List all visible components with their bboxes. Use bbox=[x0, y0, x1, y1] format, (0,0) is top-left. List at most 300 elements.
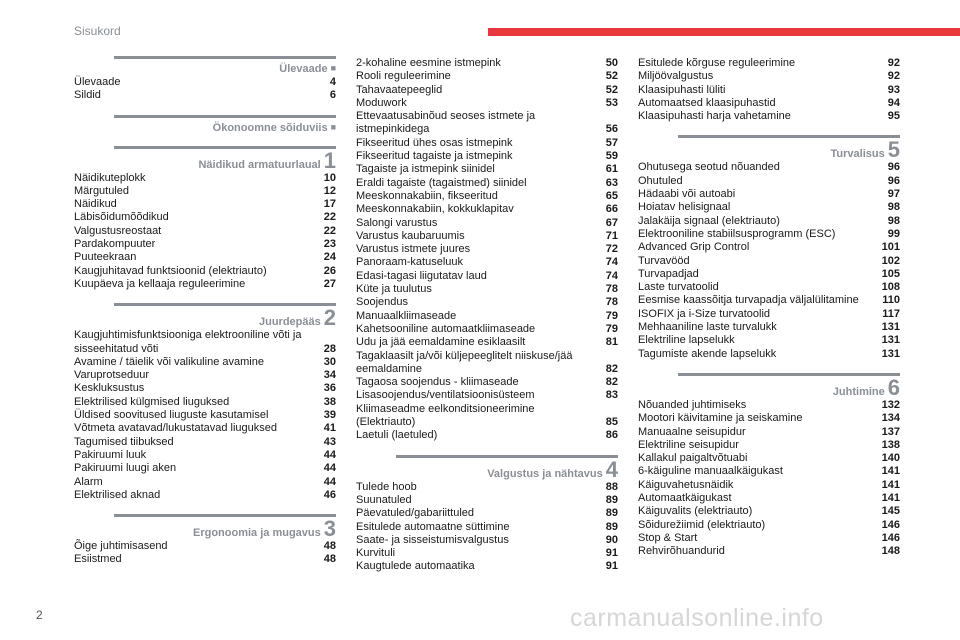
toc-entry-title: Manuaalne seisupidur bbox=[638, 425, 746, 438]
toc-entry-title: Automaatkäigukast bbox=[638, 492, 732, 505]
toc-entry-title: Stop & Start bbox=[638, 531, 698, 544]
toc-entry-title: Kaugjuhitavad funktsioonid (elektriauto) bbox=[74, 264, 267, 277]
toc-entry[interactable] bbox=[638, 294, 900, 307]
toc-entry-title: Näidikuteplokk bbox=[74, 171, 146, 184]
toc-entry[interactable] bbox=[356, 203, 618, 216]
toc-entry-title: Pardakompuuter bbox=[74, 238, 156, 251]
section-header bbox=[74, 514, 336, 542]
toc-entry-page: 102 bbox=[881, 254, 900, 267]
toc-entry[interactable] bbox=[638, 57, 900, 70]
toc-entry-title: Udu ja jää eemaldamine esiklaasilt bbox=[356, 336, 526, 349]
toc-entry-title: Esitulede kõrguse reguleerimine bbox=[638, 57, 796, 69]
toc-entry-title: Elektriline lapselukk bbox=[638, 334, 735, 347]
toc-entry-title: Ohutusega seotud nõuanded bbox=[638, 161, 780, 174]
toc-entry-title: Rehvirõhuandurid bbox=[638, 545, 725, 558]
section-title[interactable]: Juurdepääs bbox=[259, 316, 321, 329]
toc-entry-page: 86 bbox=[605, 429, 618, 442]
section-header bbox=[638, 135, 900, 163]
toc-entry[interactable] bbox=[74, 396, 336, 409]
toc-entry-title: Suunatuled bbox=[356, 493, 412, 506]
toc-entry-title: Varustus kaubaruumis bbox=[356, 229, 465, 242]
toc-item-list bbox=[74, 540, 336, 567]
toc-entry[interactable] bbox=[356, 283, 618, 296]
toc-entry[interactable] bbox=[356, 296, 618, 309]
toc-entry-title: Turvavööd bbox=[638, 254, 690, 267]
toc-entry[interactable] bbox=[74, 185, 336, 198]
toc-entry-page: 85 bbox=[605, 416, 618, 429]
toc-entry-page: 93 bbox=[887, 83, 900, 96]
toc-entry[interactable] bbox=[638, 268, 900, 281]
toc-entry-page: 63 bbox=[605, 176, 618, 189]
toc-entry[interactable] bbox=[356, 163, 618, 176]
toc-entry-page: 44 bbox=[323, 462, 336, 475]
toc-entry[interactable] bbox=[356, 137, 618, 150]
toc-entry[interactable] bbox=[74, 329, 336, 356]
toc-entry-title: Tagaiste ja istmepink siinidel bbox=[356, 163, 495, 176]
toc-entry-title: Tagaosa soojendus - kliimaseade bbox=[356, 376, 519, 389]
toc-entry-page: 78 bbox=[605, 296, 618, 309]
toc-entry-page: 23 bbox=[323, 238, 336, 251]
toc-entry[interactable] bbox=[638, 519, 900, 532]
toc-entry[interactable] bbox=[638, 70, 900, 83]
toc-entry-title: Valgustusreostaat bbox=[74, 224, 162, 237]
toc-entry-page: 117 bbox=[882, 307, 900, 320]
toc-entry[interactable] bbox=[356, 494, 618, 507]
toc-entry-page: 10 bbox=[323, 171, 336, 184]
toc-entry-title: ISOFIX ja i-Size turvatoolid bbox=[638, 307, 771, 320]
toc-entry-title: Pakiruumi luuk bbox=[74, 448, 147, 461]
toc-entry-page: 95 bbox=[887, 110, 900, 123]
section-header bbox=[74, 303, 336, 331]
section-title[interactable]: Turvalisus bbox=[830, 148, 885, 161]
toc-entry-title: Eraldi tagaiste (tagaistmed) siinidel bbox=[356, 176, 527, 189]
section-title[interactable]: Ökonoomne sõiduviis bbox=[212, 121, 328, 134]
toc-entry-page: 48 bbox=[323, 553, 336, 566]
toc-entry-title: Õige juhtimisasend bbox=[74, 540, 168, 553]
toc-entry-page: 81 bbox=[605, 336, 618, 349]
toc-entry-page: 83 bbox=[605, 389, 618, 402]
toc-entry-page: 24 bbox=[323, 251, 336, 264]
toc-entry[interactable] bbox=[74, 489, 336, 502]
toc-entry-title: Kliimaseadme eelkonditsioneerimine (Elektriauto) bbox=[356, 402, 535, 429]
toc-entry-page: 98 bbox=[887, 201, 900, 214]
toc-entry-page: 101 bbox=[881, 241, 900, 254]
toc-section bbox=[74, 56, 336, 103]
toc-entry-title: Varuprotseduur bbox=[74, 369, 150, 382]
toc-entry-page: 78 bbox=[605, 283, 618, 296]
toc-entry-page: 141 bbox=[881, 465, 900, 478]
toc-entry[interactable] bbox=[74, 422, 336, 435]
toc-entry[interactable] bbox=[356, 389, 618, 402]
toc-section bbox=[356, 455, 618, 574]
toc-entry-title: Hädaabi või autoabi bbox=[638, 188, 736, 201]
toc-entry-title: Miljöövalgustus bbox=[638, 70, 714, 83]
toc-entry-page: 71 bbox=[605, 229, 618, 242]
toc-entry-title: 6-käiguline manuaalkäigukast bbox=[638, 465, 783, 478]
toc-entry-page: 141 bbox=[881, 492, 900, 505]
toc-entry-title: Kallakul paigaltvõtuabi bbox=[638, 452, 748, 465]
toc-entry[interactable] bbox=[356, 217, 618, 230]
toc-entry[interactable] bbox=[638, 241, 900, 254]
toc-entry-page: 74 bbox=[605, 256, 618, 269]
toc-entry[interactable] bbox=[356, 57, 618, 70]
toc-entry-title: Rooli reguleerimine bbox=[356, 70, 451, 83]
toc-entry-title: Keskluksustus bbox=[74, 382, 145, 395]
toc-entry-title: Küte ja tuulutus bbox=[356, 283, 432, 296]
toc-entry-title: Salongi varustus bbox=[356, 216, 438, 229]
toc-entry[interactable] bbox=[638, 175, 900, 188]
toc-entry-title: Üldised soovitused liuguste kasutamisel bbox=[74, 409, 269, 422]
toc-entry-page: 22 bbox=[323, 211, 336, 224]
toc-entry[interactable] bbox=[356, 310, 618, 323]
toc-entry[interactable] bbox=[356, 110, 618, 137]
toc-entry[interactable] bbox=[638, 452, 900, 465]
toc-entry-title: Turvapadjad bbox=[638, 267, 699, 280]
toc-entry[interactable] bbox=[356, 336, 618, 349]
toc-entry-page: 46 bbox=[323, 488, 336, 501]
toc-item-list bbox=[74, 76, 336, 103]
toc-entry[interactable] bbox=[74, 198, 336, 211]
toc-entry[interactable] bbox=[74, 238, 336, 251]
toc-entry-page: 137 bbox=[881, 425, 900, 438]
toc-item-list bbox=[356, 481, 618, 574]
toc-entry-title: Kurvituli bbox=[356, 547, 396, 560]
toc-entry[interactable] bbox=[638, 334, 900, 347]
toc-entry[interactable] bbox=[74, 172, 336, 185]
toc-entry[interactable] bbox=[638, 201, 900, 214]
toc-entry-page: 146 bbox=[881, 531, 900, 544]
toc-entry-page: 138 bbox=[881, 438, 900, 451]
toc-entry-page: 82 bbox=[605, 376, 618, 389]
toc-entry-page: 56 bbox=[605, 123, 618, 136]
toc-section bbox=[74, 146, 336, 292]
toc-entry[interactable] bbox=[74, 356, 336, 369]
toc-entry-page: 105 bbox=[881, 267, 900, 280]
toc-entry[interactable] bbox=[638, 545, 900, 558]
section-title[interactable]: Juhtimine bbox=[832, 385, 885, 398]
toc-entry-page: 131 bbox=[881, 321, 900, 334]
section-square-icon: ■ bbox=[330, 121, 336, 132]
toc-entry[interactable] bbox=[74, 89, 336, 102]
toc-entry[interactable] bbox=[638, 399, 900, 412]
toc-entry-title: Laetuli (laetuled) bbox=[356, 429, 438, 442]
toc-entry-page: 30 bbox=[323, 355, 336, 368]
toc-section bbox=[638, 57, 900, 123]
toc-entry-page: 67 bbox=[605, 216, 618, 229]
toc-entry-page: 91 bbox=[605, 547, 618, 560]
section-square-icon: ■ bbox=[330, 63, 336, 73]
toc-entry[interactable] bbox=[74, 409, 336, 422]
page-header-title: Sisukord bbox=[74, 24, 121, 38]
toc-section bbox=[74, 514, 336, 567]
toc-entry[interactable] bbox=[74, 476, 336, 489]
toc-entry-title: Tagumiste akende lapselukk bbox=[638, 347, 777, 360]
toc-entry-title: Läbisõidumõõdikud bbox=[74, 211, 169, 224]
toc-entry[interactable] bbox=[356, 243, 618, 256]
toc-entry-title: Laste turvatoolid bbox=[638, 281, 719, 294]
toc-entry-page: 131 bbox=[881, 334, 900, 347]
toc-entry-title: Käiguvahetusnäidik bbox=[638, 478, 734, 491]
section-header bbox=[74, 56, 336, 75]
section-header bbox=[638, 373, 900, 398]
toc-entry-page: 28 bbox=[323, 342, 336, 355]
toc-entry-title: Klaasipuhasti lüliti bbox=[638, 83, 726, 96]
toc-entry-page: 108 bbox=[881, 281, 900, 294]
toc-entry-title: Võtmeta avatavad/lukustatavad liuguksed bbox=[74, 422, 278, 435]
watermark: carmanualsonline.info bbox=[570, 604, 824, 632]
toc-entry[interactable] bbox=[74, 225, 336, 238]
toc-entry-title: Käiguvalits (elektriauto) bbox=[638, 505, 753, 518]
toc-entry-title: Ohutuled bbox=[638, 174, 683, 187]
toc-item-list bbox=[356, 57, 618, 443]
toc-entry-title: Saate- ja sisseistumisvalgustus bbox=[356, 533, 509, 546]
toc-entry-page: 74 bbox=[605, 269, 618, 282]
toc-entry-page: 89 bbox=[605, 507, 618, 520]
toc-entry-page: 50 bbox=[605, 57, 618, 69]
toc-entry-page: 66 bbox=[605, 203, 618, 216]
toc-entry-page: 38 bbox=[323, 395, 336, 408]
toc-entry-title: Ettevaatusabinõud seoses istmete ja istmepinkidega bbox=[356, 110, 536, 136]
toc-entry-page: 92 bbox=[887, 57, 900, 69]
toc-entry[interactable] bbox=[356, 70, 618, 83]
toc-entry[interactable] bbox=[74, 553, 336, 566]
toc-entry-page: 52 bbox=[605, 70, 618, 83]
toc-entry-title: Soojendus bbox=[356, 296, 408, 309]
toc-entry-page: 59 bbox=[605, 150, 618, 163]
toc-section bbox=[638, 373, 900, 559]
toc-entry-title: Sildid bbox=[74, 89, 101, 102]
toc-entry[interactable] bbox=[638, 439, 900, 452]
toc-entry[interactable] bbox=[356, 403, 618, 430]
toc-entry-title: Elektriline seisupidur bbox=[638, 438, 739, 451]
toc-entry[interactable] bbox=[356, 270, 618, 283]
toc-entry-page: 26 bbox=[323, 264, 336, 277]
section-title[interactable]: Ülevaade bbox=[279, 63, 328, 75]
toc-entry[interactable] bbox=[74, 436, 336, 449]
toc-entry-page: 79 bbox=[605, 309, 618, 322]
toc-entry-title: Fikseeritud tagaiste ja istmepink bbox=[356, 150, 513, 163]
toc-entry-page: 89 bbox=[605, 520, 618, 533]
toc-entry-page: 134 bbox=[881, 412, 900, 425]
toc-entry[interactable] bbox=[638, 188, 900, 201]
toc-column-2 bbox=[356, 56, 618, 574]
toc-entry-title: Jalakäija signaal (elektriauto) bbox=[638, 214, 780, 227]
toc-entry-title: Lisasoojendus/ventilatsioonisüsteem bbox=[356, 389, 535, 402]
toc-entry-title: Alarm bbox=[74, 475, 103, 488]
toc-entry-title: Manuaalkliimaseade bbox=[356, 309, 457, 322]
toc-entry[interactable] bbox=[356, 323, 618, 336]
toc-entry[interactable] bbox=[638, 84, 900, 97]
toc-item-list bbox=[74, 329, 336, 502]
toc-entry-page: 12 bbox=[323, 184, 336, 197]
toc-entry[interactable] bbox=[356, 256, 618, 269]
toc-section bbox=[74, 303, 336, 502]
toc-entry[interactable] bbox=[356, 429, 618, 442]
toc-entry-title: Elektrilised aknad bbox=[74, 488, 161, 501]
toc-entry-page: 52 bbox=[605, 83, 618, 96]
toc-entry-title: Kahetsooniline automaatkliimaseade bbox=[356, 322, 536, 335]
toc-entry-page: 131 bbox=[881, 347, 900, 360]
section-number: 5 bbox=[887, 137, 900, 163]
page-number: 2 bbox=[36, 608, 43, 622]
toc-entry-page: 57 bbox=[605, 136, 618, 149]
toc-section bbox=[356, 57, 618, 443]
toc-entry[interactable] bbox=[638, 321, 900, 334]
toc-entry-page: 44 bbox=[323, 448, 336, 461]
toc-entry[interactable] bbox=[638, 426, 900, 439]
toc-entry-page: 145 bbox=[881, 505, 900, 518]
toc-entry[interactable] bbox=[638, 215, 900, 228]
toc-entry-page: 41 bbox=[323, 422, 336, 435]
toc-entry[interactable] bbox=[74, 369, 336, 382]
toc-entry-page: 140 bbox=[881, 452, 900, 465]
toc-entry[interactable] bbox=[356, 521, 618, 534]
toc-entry-page: 98 bbox=[887, 214, 900, 227]
toc-entry-page: 53 bbox=[605, 96, 618, 109]
toc-entry-page: 36 bbox=[323, 382, 336, 395]
toc-entry-page: 17 bbox=[323, 198, 336, 211]
toc-entry[interactable] bbox=[638, 348, 900, 361]
toc-entry-title: Nõuanded juhtimiseks bbox=[638, 398, 747, 411]
toc-entry-title: Meeskonnakabiin, fikseeritud bbox=[356, 189, 498, 202]
toc-entry[interactable] bbox=[74, 540, 336, 553]
toc-entry-title: Kaugtulede automaatika bbox=[356, 560, 475, 573]
toc-column-1 bbox=[74, 56, 336, 567]
toc-entry-title: Puuteekraan bbox=[74, 251, 137, 264]
toc-entry-title: 2-kohaline eesmine istmepink bbox=[356, 57, 501, 69]
toc-entry-title: Mootori käivitamine ja seiskamine bbox=[638, 412, 803, 425]
toc-entry[interactable] bbox=[74, 265, 336, 278]
section-title[interactable]: Valgustus ja nähtavus bbox=[487, 467, 603, 480]
toc-entry-page: 34 bbox=[323, 369, 336, 382]
toc-entry-title: Automaatsed klaasipuhastid bbox=[638, 96, 776, 109]
toc-entry-title: Märgutuled bbox=[74, 184, 130, 197]
toc-entry-page: 48 bbox=[323, 540, 336, 553]
toc-entry[interactable] bbox=[638, 492, 900, 505]
toc-entry[interactable] bbox=[356, 350, 618, 377]
section-number: 3 bbox=[323, 516, 336, 542]
toc-entry-page: 88 bbox=[605, 480, 618, 493]
toc-entry[interactable] bbox=[74, 462, 336, 475]
toc-entry[interactable] bbox=[638, 479, 900, 492]
toc-entry-title: Tagumised tiibuksed bbox=[74, 435, 174, 448]
toc-entry-page: 148 bbox=[881, 545, 900, 558]
toc-entry-title: Varustus istmete juures bbox=[356, 243, 471, 256]
toc-entry[interactable] bbox=[356, 177, 618, 190]
toc-entry-title: Hoiatav helisignaal bbox=[638, 201, 731, 214]
toc-entry-page: 132 bbox=[881, 398, 900, 411]
toc-entry-title: Kaugjuhtimisfunktsiooniga elektrooniline võti ja sisseehitatud võti bbox=[74, 329, 302, 355]
toc-entry-title: Panoraam-katuseluuk bbox=[356, 256, 464, 269]
toc-entry-page: 82 bbox=[605, 362, 618, 375]
toc-entry-page: 96 bbox=[887, 161, 900, 174]
toc-entry-page: 90 bbox=[605, 533, 618, 546]
toc-entry-title: Elektrilised külgmised liuguksed bbox=[74, 395, 230, 408]
section-header bbox=[74, 115, 336, 134]
toc-item-list bbox=[638, 161, 900, 360]
toc-entry[interactable] bbox=[356, 507, 618, 520]
header-accent-bar bbox=[488, 28, 960, 36]
toc-entry[interactable] bbox=[74, 449, 336, 462]
toc-entry-page: 96 bbox=[887, 174, 900, 187]
section-number: 4 bbox=[605, 456, 618, 482]
toc-entry[interactable] bbox=[638, 532, 900, 545]
toc-section bbox=[638, 135, 900, 360]
toc-entry[interactable] bbox=[74, 76, 336, 89]
toc-entry-title: Advanced Grip Control bbox=[638, 241, 750, 254]
toc-entry[interactable] bbox=[638, 412, 900, 425]
section-title[interactable]: Näidikud armatuurlaual bbox=[198, 158, 321, 171]
toc-entry-page: 89 bbox=[605, 493, 618, 506]
toc-entry[interactable] bbox=[356, 97, 618, 110]
toc-entry[interactable] bbox=[638, 110, 900, 123]
toc-entry-page: 22 bbox=[323, 224, 336, 237]
toc-entry-page: 141 bbox=[881, 478, 900, 491]
toc-entry-title: Esiistmed bbox=[74, 553, 122, 566]
toc-column-3 bbox=[638, 56, 900, 559]
toc-entry-title: Edasi-tagasi liigutatav laud bbox=[356, 269, 487, 282]
toc-entry-page: 61 bbox=[605, 163, 618, 176]
toc-item-list bbox=[74, 172, 336, 292]
toc-entry-title: Eesmise kaassõitja turvapadja väljalülitamine bbox=[638, 294, 859, 307]
toc-entry-title: Tulede hoob bbox=[356, 480, 417, 493]
toc-entry[interactable] bbox=[356, 84, 618, 97]
toc-entry[interactable] bbox=[638, 97, 900, 110]
toc-entry[interactable] bbox=[638, 161, 900, 174]
toc-entry[interactable] bbox=[74, 278, 336, 291]
toc-entry-page: 79 bbox=[605, 322, 618, 335]
toc-entry[interactable] bbox=[638, 308, 900, 321]
section-number: 2 bbox=[323, 305, 336, 331]
toc-entry[interactable] bbox=[356, 150, 618, 163]
toc-entry-page: 44 bbox=[323, 475, 336, 488]
toc-entry[interactable] bbox=[638, 255, 900, 268]
toc-entry[interactable] bbox=[74, 382, 336, 395]
section-title[interactable]: Ergonoomia ja mugavus bbox=[193, 527, 321, 540]
toc-entry-page: 43 bbox=[323, 435, 336, 448]
toc-entry-title: Meeskonnakabiin, kokkuklapitav bbox=[356, 203, 514, 216]
toc-entry-title: Tagaklaasilt ja/või küljepeeglitelt niiskuse/jää eemaldamine bbox=[356, 349, 573, 375]
toc-entry[interactable] bbox=[638, 505, 900, 518]
toc-entry[interactable] bbox=[356, 481, 618, 494]
toc-entry[interactable] bbox=[356, 534, 618, 547]
toc-entry-page: 110 bbox=[882, 294, 900, 307]
toc-entry-title: Esitulede automaatne süttimine bbox=[356, 520, 510, 533]
toc-entry[interactable] bbox=[74, 211, 336, 224]
toc-entry[interactable] bbox=[356, 376, 618, 389]
toc-entry[interactable] bbox=[74, 251, 336, 264]
toc-entry-title: Sõidurežiimid (elektriauto) bbox=[638, 518, 766, 531]
toc-entry-page: 4 bbox=[329, 76, 336, 88]
toc-entry-title: Ülevaade bbox=[74, 76, 121, 88]
toc-item-list bbox=[638, 399, 900, 559]
section-number: 1 bbox=[323, 147, 336, 173]
toc-entry-title: Moduwork bbox=[356, 96, 407, 109]
toc-entry[interactable] bbox=[638, 465, 900, 478]
toc-entry[interactable] bbox=[356, 190, 618, 203]
toc-entry-title: Pakiruumi luugi aken bbox=[74, 462, 177, 475]
toc-entry[interactable] bbox=[356, 560, 618, 573]
toc-entry-page: 91 bbox=[605, 560, 618, 573]
toc-entry[interactable] bbox=[356, 547, 618, 560]
toc-entry[interactable] bbox=[356, 230, 618, 243]
section-header bbox=[356, 455, 618, 480]
toc-entry-page: 97 bbox=[887, 188, 900, 201]
toc-entry[interactable] bbox=[638, 281, 900, 294]
toc-entry-title: Avamine / täielik või valikuline avamine bbox=[74, 355, 264, 368]
toc-entry[interactable] bbox=[638, 228, 900, 241]
toc-entry-title: Fikseeritud ühes osas istmepink bbox=[356, 136, 513, 149]
